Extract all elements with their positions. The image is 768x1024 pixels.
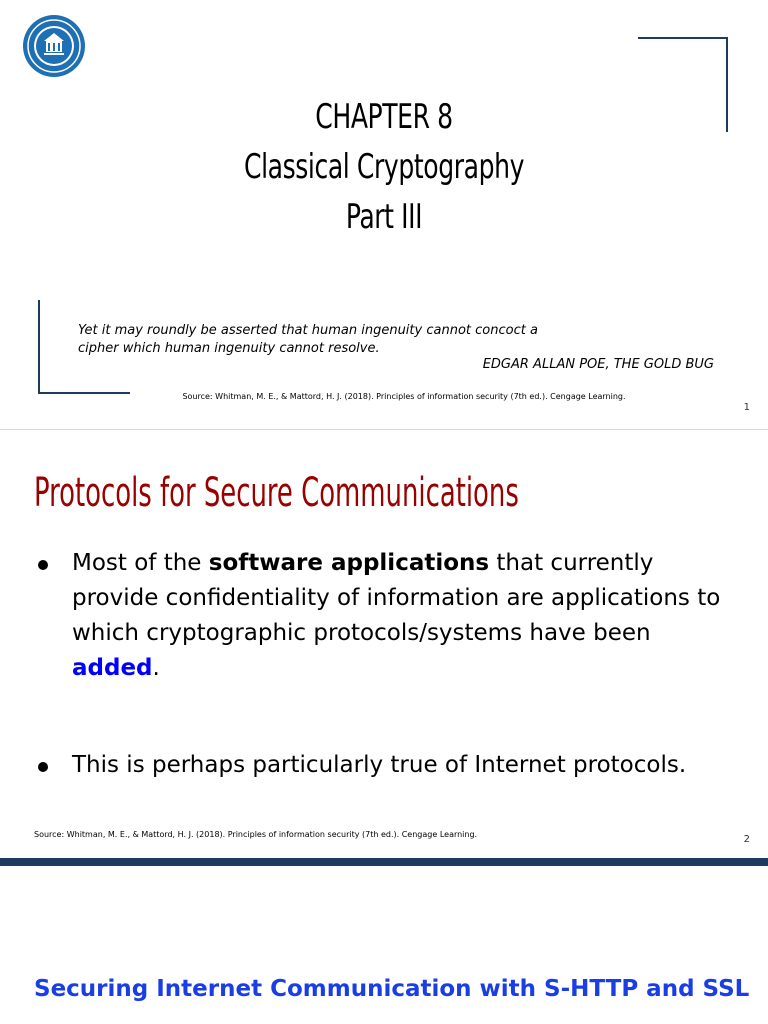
bullet-text: that currently provide confidentiality of information are applications to which cryptographic protocols/systems have been: [72, 550, 721, 646]
bullet-text: This is perhaps particularly true of Internet protocols.: [72, 752, 687, 778]
bullet-bold-text: software applications: [208, 550, 490, 576]
title-line-1: CHAPTER 8: [315, 97, 453, 137]
chapter-title: [0, 92, 768, 242]
source-citation: Source: Whitman, M. E., & Mattord, H. J. (2018). Principles of information security (7th ed.). Cengage Learning.: [182, 392, 626, 401]
university-seal-icon: [22, 14, 86, 78]
bullet-dot-icon: [38, 560, 48, 570]
quote-text: Yet it may roundly be asserted that human ingenuity cannot concoct a cipher which human ingenuity cannot resolve.: [78, 323, 538, 356]
title-line-2: Classical Cryptography: [243, 147, 525, 187]
page-number: 2: [743, 834, 750, 845]
slide-1: [0, 0, 768, 430]
slide-heading: Securing Internet Communication with S-HTTP and SSL: [34, 976, 750, 1002]
bullet-item: [36, 748, 736, 783]
page-number: 1: [743, 402, 750, 413]
bullet-text: .: [152, 655, 160, 681]
bullet-text: Most of the: [72, 550, 209, 576]
slide-heading: Protocols for Secure Communications: [34, 470, 519, 516]
source-citation: Source: Whitman, M. E., & Mattord, H. J. (2018). Principles of information security (7th ed.). Cengage Learning.: [34, 830, 478, 839]
bullet-item: [36, 546, 736, 686]
bullet-dot-icon: [38, 762, 48, 772]
slide-divider-bar: [0, 858, 768, 866]
bullet-highlight-text: added: [72, 655, 153, 681]
title-line-3: Part III: [345, 197, 423, 237]
bullet-list: [36, 546, 736, 783]
quote-attribution: EDGAR ALLAN POE, THE GOLD BUG: [482, 357, 714, 372]
slide-2: [0, 430, 768, 858]
slide-3: [0, 866, 768, 1024]
